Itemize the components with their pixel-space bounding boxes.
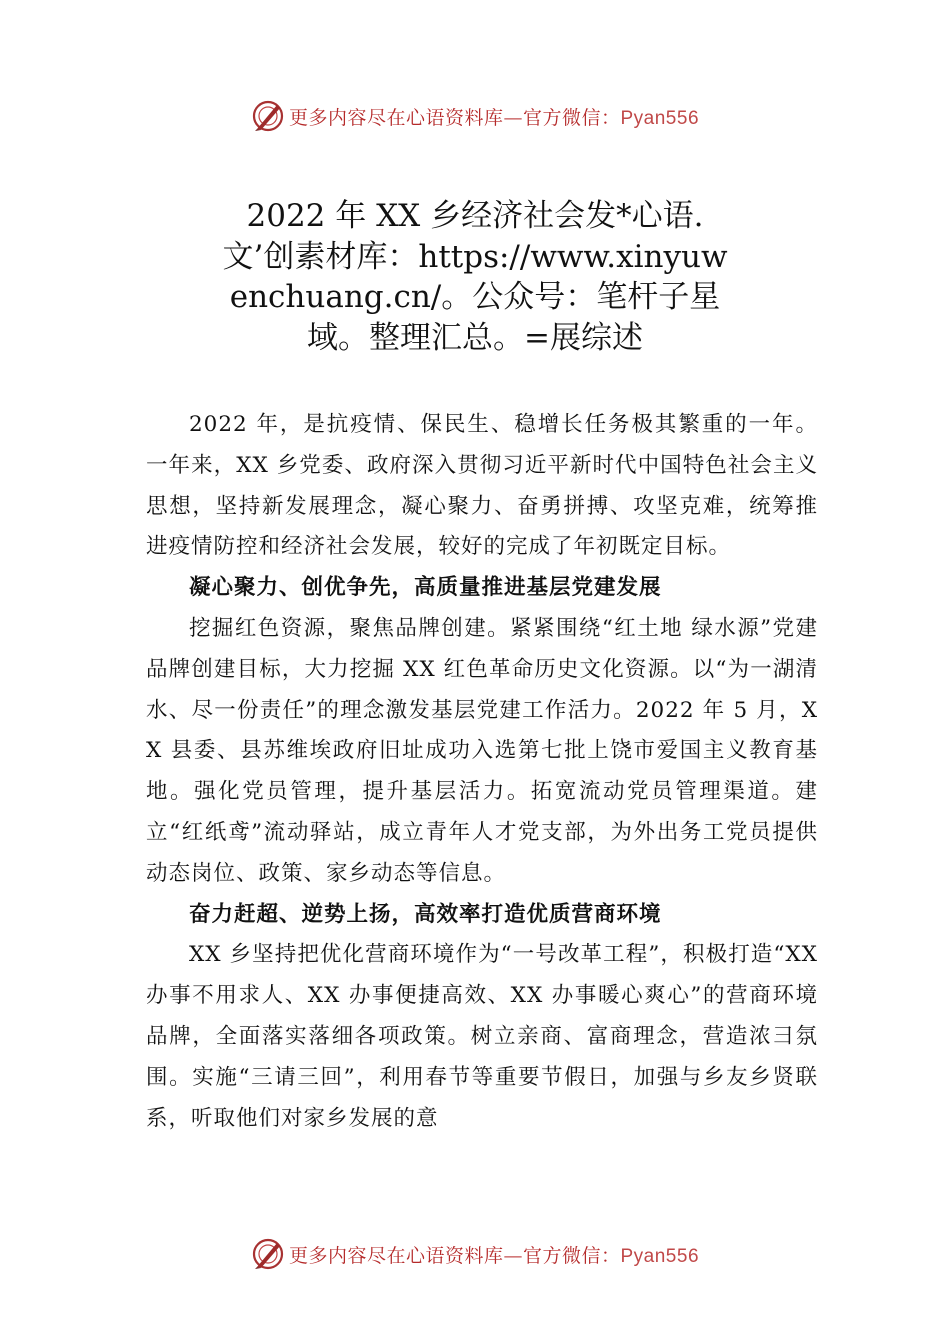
pen-logo-icon xyxy=(251,1237,285,1271)
banner-wechat-label: 官方微信： xyxy=(522,1244,621,1267)
banner-wechat-id: Pyan556 xyxy=(620,107,700,129)
body-paragraph: XX 乡坚持把优化营商环境作为“一号改革工程”，积极打造“XX 办事不用求人、XX 办事便捷高效、XX 办事暖心爽心”的营商环境品牌，全面落实落细各项政策。树立亲商、富商理念，营造浓彐氛围。实施“三请三回”，利用春节等重要节假日，加强与乡友乡贤联系，听取他们对家乡发展的意 xyxy=(146,942,818,1131)
banner-separator: — xyxy=(503,1244,523,1267)
document-body xyxy=(146,405,818,1139)
banner-wechat-id: Pyan556 xyxy=(620,1245,700,1267)
banner-text xyxy=(289,103,699,130)
body-paragraph: 2022 年，是抗疫情、保民生、稳增长任务极其繁重的一年。一年来，XX 乡党委、政府深入贯彻习近平新时代中国特色社会主义思想，坚持新发展理念，凝心聚力、奋勇拼搏、攻坚克难，统筹推进疫情防控和经济社会发展，较好的完成了年初既定目标。 xyxy=(146,412,818,560)
section-heading: 凝心聚力、创优争先，高质量推进基层党建发展 xyxy=(189,575,662,601)
header-watermark-banner xyxy=(0,96,950,136)
footer-watermark-banner xyxy=(0,1234,950,1274)
banner-separator: — xyxy=(503,106,523,129)
pen-logo-icon xyxy=(251,99,285,133)
banner-wechat-label: 官方微信： xyxy=(522,106,621,129)
section-heading: 奋力赶超、逆势上扬，高效率打造优质营商环境 xyxy=(189,901,662,927)
banner-main-text: 更多内容尽在心语资料库 xyxy=(288,1244,504,1267)
body-paragraph: 挖掘红色资源，聚焦品牌创建。紧紧围绕“红土地 绿水源”党建品牌创建目标，大力挖掘 XX 红色革命历史文化资源。以“为一湖清水、尽一份责任”的理念激发基层党建工作活力。2022 年 5 月，XX 县委、县苏维埃政府旧址成功入选第七批上饶市爱国主义教育基地。强化党员管理，提升基层活力。拓宽流动党员管理渠道。建立“红纸鸢”流动驿站，成立青年人才党支部，为外出务工党员提供动态岗位、政策、家乡动态等信息。 xyxy=(146,615,818,886)
banner-main-text: 更多内容尽在心语资料库 xyxy=(288,106,504,129)
document-title: 2022 年 XX 乡经济社会发*心语.文’创素材库：https://www.xinyuwenchuang.cn/。公众号：笔杆子星域。整理汇总。=展综述 xyxy=(222,198,728,356)
banner-text xyxy=(289,1241,699,1268)
